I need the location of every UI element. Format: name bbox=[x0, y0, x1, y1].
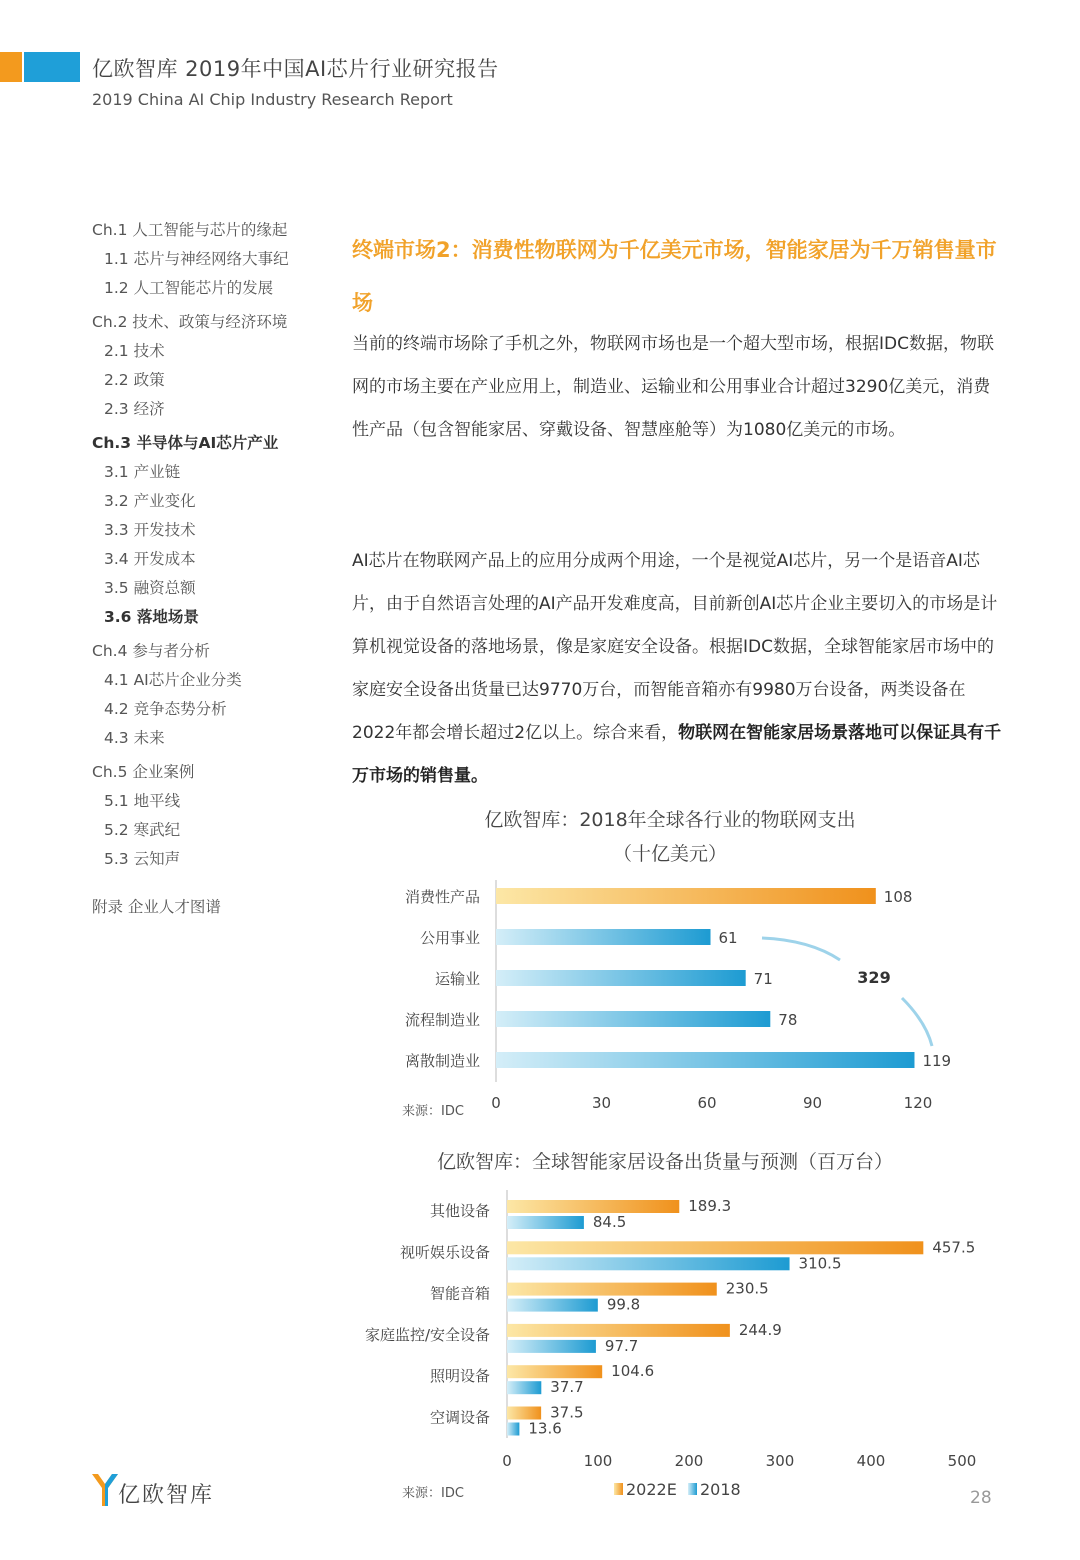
legend-label-2022e: 2022E bbox=[626, 1480, 677, 1499]
chart2-value-label: 244.9 bbox=[738, 1320, 782, 1339]
chart2-source: 来源：IDC bbox=[402, 1486, 464, 1501]
legend-swatch-2018 bbox=[688, 1483, 697, 1495]
chart2-value-label: 84.5 bbox=[592, 1213, 627, 1231]
chart2-bar-2022e bbox=[507, 1200, 679, 1213]
chart1-bracket-top bbox=[762, 938, 840, 960]
chart2-value-label: 457.5 bbox=[932, 1238, 976, 1257]
chart2-bar-2018 bbox=[507, 1216, 584, 1229]
chart1-bar bbox=[496, 970, 746, 986]
toc-section[interactable]: 3.3 开发技术 bbox=[104, 521, 196, 539]
chart1-bar bbox=[496, 1052, 914, 1068]
toc-section[interactable]: 4.3 未来 bbox=[104, 729, 165, 747]
paragraph-2-bold: 物联网在智能家居场景落地可以保证具有千万市场的销售量。 bbox=[352, 723, 1002, 786]
chart1-subtitle: （十亿美元） bbox=[612, 843, 728, 865]
paragraph-2 bbox=[352, 540, 1002, 798]
chart2-title: 亿欧智库：全球智能家居设备出货量与预测（百万台） bbox=[436, 1151, 894, 1173]
toc-section[interactable]: 1.2 人工智能芯片的发展 bbox=[104, 279, 274, 297]
chart2-x-tick: 400 bbox=[856, 1452, 886, 1470]
header-accent-orange bbox=[0, 52, 22, 82]
chart2-category-label: 其他设备 bbox=[429, 1202, 490, 1220]
table-of-contents bbox=[92, 216, 332, 922]
toc-section[interactable]: 3.5 融资总额 bbox=[104, 579, 196, 597]
chart1-value-label: 108 bbox=[883, 888, 913, 906]
toc-section[interactable]: 3.6 落地场景 bbox=[104, 608, 199, 626]
toc-chapter[interactable]: Ch.4 参与者分析 bbox=[92, 642, 210, 660]
toc-section[interactable]: 4.2 竞争态势分析 bbox=[104, 700, 227, 718]
toc-chapter[interactable]: Ch.2 技术、政策与经济环境 bbox=[92, 313, 288, 331]
footer-logo-text: 亿欧智库 bbox=[118, 1483, 215, 1508]
chart1-value-label: 119 bbox=[922, 1052, 952, 1070]
chart1-x-tick: 30 bbox=[591, 1094, 612, 1112]
legend-swatch-2022e bbox=[614, 1483, 623, 1495]
yiou-logo-icon bbox=[90, 1472, 120, 1508]
chart2-x-tick: 100 bbox=[583, 1452, 613, 1470]
chart2-bar-2018 bbox=[507, 1423, 519, 1436]
page-number: 28 bbox=[970, 1488, 992, 1508]
chart2-value-label: 230.5 bbox=[725, 1279, 769, 1298]
chart2-value-label: 37.7 bbox=[550, 1378, 584, 1397]
chart2-bar-2022e bbox=[507, 1241, 923, 1254]
section-title: 终端市场2：消费性物联网为千亿美元市场，智能家居为千万销售量市场 bbox=[352, 238, 997, 315]
header-accent-blue bbox=[24, 52, 80, 82]
toc-section[interactable]: 5.1 地平线 bbox=[104, 792, 181, 810]
chart1-bar bbox=[496, 888, 876, 904]
toc-section[interactable]: 1.1 芯片与神经网络大事纪 bbox=[104, 250, 289, 268]
chart2-value-label: 104.6 bbox=[611, 1362, 655, 1381]
chart1-total-annotation: 329 bbox=[857, 968, 891, 987]
chart2-category-label: 智能音箱 bbox=[429, 1284, 490, 1303]
chart2-bar-2018 bbox=[507, 1381, 541, 1394]
chart2-value-label: 189.3 bbox=[688, 1197, 732, 1215]
toc-section[interactable]: 2.2 政策 bbox=[104, 371, 165, 389]
chart2-bar-2022e bbox=[507, 1365, 602, 1378]
chart2-value-label: 99.8 bbox=[606, 1295, 641, 1314]
chart2-bar-2018 bbox=[507, 1257, 790, 1270]
toc-item-appendix[interactable]: 附录 企业人才图谱 bbox=[92, 898, 221, 916]
chart1-category-label: 运输业 bbox=[434, 970, 480, 988]
chart1-x-tick: 120 bbox=[903, 1094, 933, 1112]
chart1-bar bbox=[496, 929, 711, 945]
chart1-value-label: 78 bbox=[778, 1011, 798, 1029]
chart2-bar-2018 bbox=[507, 1299, 598, 1312]
chart2-x-tick: 500 bbox=[947, 1452, 977, 1470]
chart1-source: 来源：IDC bbox=[402, 1104, 464, 1119]
chart2-x-tick: 300 bbox=[765, 1452, 795, 1470]
toc-section[interactable]: 2.3 经济 bbox=[104, 400, 165, 418]
chart2-bar-2018 bbox=[507, 1340, 596, 1353]
chart2-category-label: 视听娱乐设备 bbox=[399, 1243, 490, 1262]
chart2-value-label: 97.7 bbox=[604, 1336, 639, 1355]
chart2-value-label: 310.5 bbox=[798, 1254, 842, 1273]
toc-chapter[interactable]: Ch.5 企业案例 bbox=[92, 763, 195, 781]
chart2-x-tick: 200 bbox=[674, 1452, 704, 1470]
chart1-title: 亿欧智库：2018年全球各行业的物联网支出 bbox=[484, 809, 856, 831]
chart1-x-tick: 90 bbox=[802, 1094, 823, 1112]
chart2-bar-2022e bbox=[507, 1407, 541, 1420]
chart2-category-label: 家庭监控/安全设备 bbox=[364, 1325, 490, 1344]
chart1-x-tick: 60 bbox=[697, 1094, 717, 1112]
toc-list bbox=[92, 216, 332, 874]
chart1-value-label: 61 bbox=[718, 929, 738, 947]
toc-section[interactable]: 5.2 寒武纪 bbox=[104, 821, 181, 839]
chart2-bar-2022e bbox=[507, 1324, 730, 1337]
toc-section[interactable]: 4.1 AI芯片企业分类 bbox=[104, 671, 242, 689]
report-subtitle: 2019 China AI Chip Industry Research Report bbox=[92, 90, 453, 109]
toc-section[interactable]: 3.4 开发成本 bbox=[104, 550, 196, 568]
chart1-value-label: 71 bbox=[753, 970, 773, 988]
chart1-category-label: 公用事业 bbox=[419, 929, 480, 947]
toc-section[interactable]: 2.1 技术 bbox=[104, 342, 165, 360]
chart2-bars bbox=[365, 1197, 976, 1470]
smart-home-shipments-chart bbox=[340, 1140, 1000, 1510]
chart2-category-label: 空调设备 bbox=[429, 1408, 490, 1427]
chart2-bar-2022e bbox=[507, 1283, 717, 1296]
paragraph-2-text: AI芯片在物联网产品上的应用分成两个用途，一个是视觉AI芯片，另一个是语音AI芯片，由于自然语言处理的AI产品开发难度高，目前新创AI芯片企业主要切入的市场是计算机视觉设备的落地场景，像是家庭安全设备。根据IDC数据，全球智能家居市场中的家庭安全设备出货量已达9770万台，而智能音箱亦有9980万台设备，两类设备在2022年都会增长超过2亿以上。综合来看， bbox=[352, 551, 998, 743]
iot-spending-chart bbox=[340, 800, 1000, 1130]
toc-section[interactable]: 5.3 云知声 bbox=[104, 850, 181, 868]
toc-section[interactable]: 3.1 产业链 bbox=[104, 463, 181, 481]
chart2-value-label: 13.6 bbox=[528, 1419, 562, 1438]
toc-section[interactable]: 3.2 产业变化 bbox=[104, 492, 196, 510]
chart1-bars bbox=[405, 888, 951, 1112]
chart1-category-label: 消费性产品 bbox=[404, 888, 480, 906]
toc-chapter[interactable]: Ch.1 人工智能与芯片的缘起 bbox=[92, 221, 288, 239]
chart1-bar bbox=[496, 1011, 770, 1027]
legend-label-2018: 2018 bbox=[700, 1480, 741, 1499]
report-title: 亿欧智库 2019年中国AI芯片行业研究报告 bbox=[92, 57, 499, 81]
chart1-category-label: 流程制造业 bbox=[404, 1011, 480, 1029]
paragraph-1: 当前的终端市场除了手机之外，物联网市场也是一个超大型市场，根据IDC数据，物联网的市场主要在产业应用上，制造业、运输业和公用事业合计超过3290亿美元，消费性产品（包含智能家居、穿戴设备、智慧座舱等）为1080亿美元的市场。 bbox=[352, 334, 994, 440]
chart1-bracket-bottom bbox=[902, 998, 932, 1046]
chart2-category-label: 照明设备 bbox=[429, 1367, 490, 1386]
chart2-x-tick: 0 bbox=[502, 1452, 512, 1470]
chart1-category-label: 离散制造业 bbox=[404, 1052, 480, 1070]
toc-chapter[interactable]: Ch.3 半导体与AI芯片产业 bbox=[92, 434, 279, 452]
chart1-x-tick: 0 bbox=[491, 1094, 501, 1112]
chart2-value-label: 37.5 bbox=[550, 1403, 584, 1422]
